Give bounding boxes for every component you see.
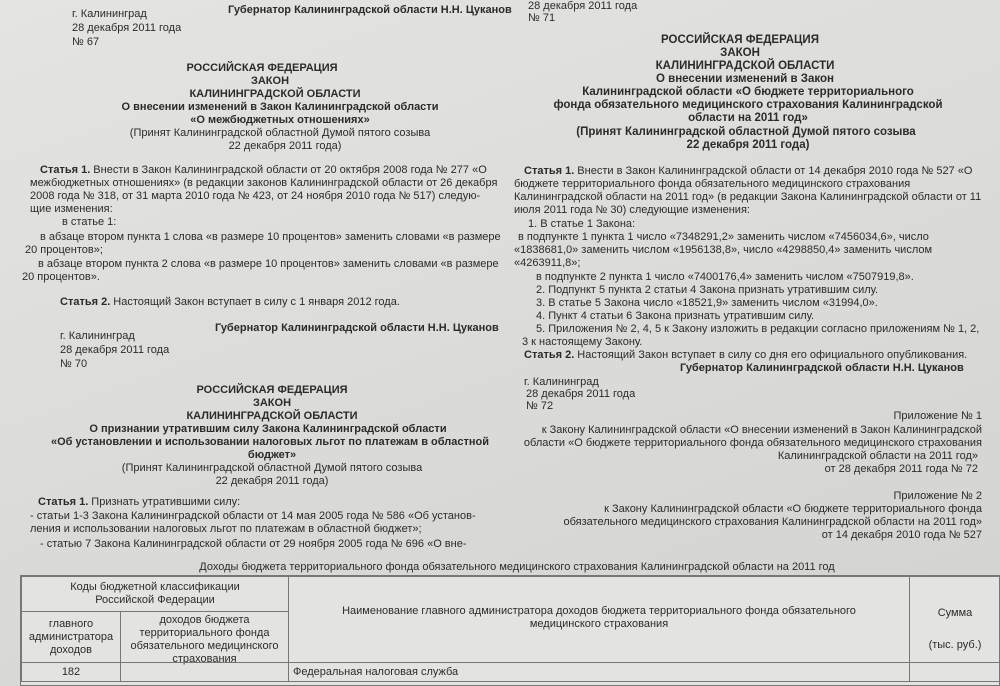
header-codes-cell [21,576,289,612]
header-name-cell [288,576,910,663]
left-city: г. Калининград [72,8,147,20]
law1-article1-text: Внести в Закон Калининградской области от 20 октября 2008 года № 277 «О [90,164,487,176]
law1-title-2: «О межбюджетных отношениях» [190,114,370,126]
law1-line-9: 20 процентов». [22,271,100,283]
law2-line-3: ления и использовании налоговых льгот по платежам в областной бюджет»; [30,523,422,535]
law2-article1 [38,496,240,508]
header-sum-unit: (тыс. руб.) [928,639,982,651]
law3-line-14: 3 к настоящему Закону. [522,336,643,348]
law1-heading-region: КАЛИНИНГРАДСКОЙ ОБЛАСТИ [189,88,361,100]
law3-article1-text: Внести в Закон Калининградской области от 14 декабря 2010 года № 527 «О [574,165,973,177]
law3-date: 28 декабря 2011 года [526,388,636,400]
law3-adopted-1: (Принят Калининградской областной Думой пятого созыва [576,126,916,138]
law1-article2 [60,296,400,308]
row-sum-cell [909,662,1000,682]
law3-heading-law: ЗАКОН [720,47,760,59]
law1-article1-label: Статья 1. [40,164,91,176]
law3-line-12: 4. Пункт 4 статьи 6 Закона признать утратившим силу. [536,310,815,322]
law1-heading-law: ЗАКОН [250,75,290,87]
law2-heading-law: ЗАКОН [252,397,292,409]
law2-heading-region: КАЛИНИНГРАДСКОЙ ОБЛАСТИ [186,410,358,422]
law1-article2-text: Настоящий Закон вступает в силу с 1 января 2012 года. [110,296,400,308]
law3-title-3: фонда обязательного медицинского страхования Калининградской [553,99,943,111]
law1-line-2: межбюджетных отношениях» (в редакции законов Калининградской области от 26 декабря [30,177,498,189]
law1-article2-label: Статья 2. [60,296,111,308]
row-name: Федеральная налоговая служба [293,666,459,678]
right-top-number: № 71 [528,12,556,24]
header-income-cell [120,611,289,663]
law2-article1-label: Статья 1. [38,496,89,508]
law3-line-3: Калининградской области на 2011 год» (в редакции Закона Калининградской области от 11 [514,191,982,203]
law3-governor: Губернатор Калининградской области Н.Н. Цуканов [680,362,964,374]
app2-line-3: от 14 декабря 2010 года № 527 [821,529,982,541]
law2-article1-text: Признать утратившими силу: [88,496,241,508]
law3-line-11: 3. В статье 5 Закона число «18521,9» заменить числом «31994,0». [536,297,878,309]
law2-line-4: - статью 7 Закона Калининградской области от 29 ноября 2005 года № 696 «О вне- [40,538,467,550]
law3-heading-region: КАЛИНИНГРАДСКОЙ ОБЛАСТИ [655,60,835,72]
law3-line-6: в подпункте 1 пункта 1 число «7348291,2» заменить числом «7456034,6», число [518,231,929,243]
row-income-cell [120,662,289,682]
header-name: Наименование главного администратора доходов бюджета территориального фонда обязательного медицинского страхования [342,605,856,630]
app1-line-2: области «О бюджете территориального фонда обязательного медицинского страхования [523,437,982,449]
header-sum-cell [909,576,1000,663]
law3-article1 [524,165,972,177]
law2-adopted-2: 22 декабря 2011 года) [215,475,329,487]
law1-city: г. Калининград [60,330,135,342]
law3-line-5: 1. В статье 1 Закона: [528,218,636,230]
law2-heading-rf: РОССИЙСКАЯ ФЕДЕРАЦИЯ [196,384,348,396]
app2-heading: Приложение № 2 [893,490,982,502]
header-income: доходов бюджета территориального фонда обязательного медицинского страхования [130,614,279,665]
law3-line-10: 2. Подпункт 5 пункта 2 статьи 4 Закона признать утратившим силу. [536,284,879,296]
law1-line-8: в абзаце втором пункта 2 слова «в размере 10 процентов» заменить словами «в размере [38,258,499,270]
law1-line-4: щие изменения: [30,203,113,215]
row-code-cell [21,662,121,682]
app2-line-2: обязательного медицинского страхования Калининградской области на 2011 год» [563,516,982,528]
law2-title-1: О признании утратившим силу Закона Калининградской области [89,423,447,435]
law1-date: 28 декабря 2011 года [60,344,170,356]
law1-adopted-1: (Принят Калининградской областной Думой пятого созыва [129,127,431,139]
law1-article1 [40,164,487,176]
law3-article2 [524,349,967,361]
law3-heading-rf: РОССИЙСКАЯ ФЕДЕРАЦИЯ [661,34,819,46]
law1-line-7: 20 процентов»; [25,244,103,256]
law2-line-2: - статьи 1-3 Закона Калининградской области от 14 мая 2005 года № 586 «Об установ- [30,510,476,522]
law3-number: № 72 [526,400,554,412]
income-table [20,575,1000,686]
header-admin: главного администратора доходов [28,618,114,656]
law1-line-3: 2008 года № 318, от 31 марта 2010 года № 423, от 24 ноября 2010 года № 517) следую- [30,190,481,202]
law1-governor: Губернатор Калининградской области Н.Н. Цуканов [215,322,499,334]
law1-line-5: в статье 1: [62,216,117,228]
law1-heading-rf: РОССИЙСКАЯ ФЕДЕРАЦИЯ [186,62,338,74]
law3-line-2: бюджете территориального фонда обязательного медицинского страхования [514,178,911,190]
left-governor-top: Губернатор Калининградской области Н.Н. Цуканов [228,4,512,16]
app1-line-3: Калининградской области на 2011 год» [777,450,978,462]
left-number: № 67 [72,36,100,48]
law3-title-2: Калининградской области «О бюджете территориального [582,86,914,98]
row-code: 182 [61,666,81,678]
app1-heading: Приложение № 1 [893,410,982,422]
law3-article2-label: Статья 2. [524,349,575,361]
law2-title-3: бюджет» [247,449,297,461]
law1-title-1: О внесении изменений в Закон Калининградской области [121,101,439,113]
law3-article1-label: Статья 1. [524,165,575,177]
law1-number: № 70 [60,358,88,370]
law3-title-4: области на 2011 год» [688,112,808,124]
header-codes: Коды бюджетной классификации Российской Федерации [70,581,240,606]
law2-adopted-1: (Принят Калининградской областной Думой пятого созыва [121,462,423,474]
left-date: 28 декабря 2011 года [72,22,182,34]
table-caption: Доходы бюджета территориального фонда обязательного медицинского страхования Калининградской области на 2011 год [199,561,835,573]
header-admin-cell [21,611,121,663]
law3-city: г. Калининград [524,376,599,388]
law3-article2-text: Настоящий Закон вступает в силу со дня его официального опубликования. [574,349,968,361]
app2-line-1: к Закону Калининградской области «О бюджете территориального фонда [604,503,982,515]
law1-adopted-2: 22 декабря 2011 года) [228,140,342,152]
law2-title-2: «Об установлении и использовании налоговых льгот по платежам в областной [50,436,490,448]
right-top-date: 28 декабря 2011 года [528,0,638,12]
header-sum: Сумма [937,607,973,619]
law3-line-4: июля 2011 года № 30) следующие изменения: [514,204,750,216]
law3-adopted-2: 22 декабря 2011 года) [686,139,810,151]
law3-line-8: «4263911,8»; [514,257,581,269]
law3-title-1: О внесении изменений в Закон [656,73,834,85]
app1-line-4: от 28 декабря 2011 года № 72 [824,463,978,475]
row-name-cell [288,662,910,682]
law3-line-9: в подпункте 2 пункта 1 число «7400176,4» заменить числом «7507919,8». [536,271,914,283]
law1-line-6: в абзаце втором пункта 1 слова «в размере 10 процентов» заменить словами «в размере [40,231,501,243]
app1-line-1: к Закону Калининградской области «О внесении изменений в Закон Калининградской [541,424,982,436]
law3-line-7: «1838681,0» заменить числом «1956138,8», число «4298850,4» заменить числом [514,244,933,256]
law3-line-13: 5. Приложения № 2, 4, 5 к Закону изложить в редакции согласно приложениям № 1, 2, [536,323,980,335]
